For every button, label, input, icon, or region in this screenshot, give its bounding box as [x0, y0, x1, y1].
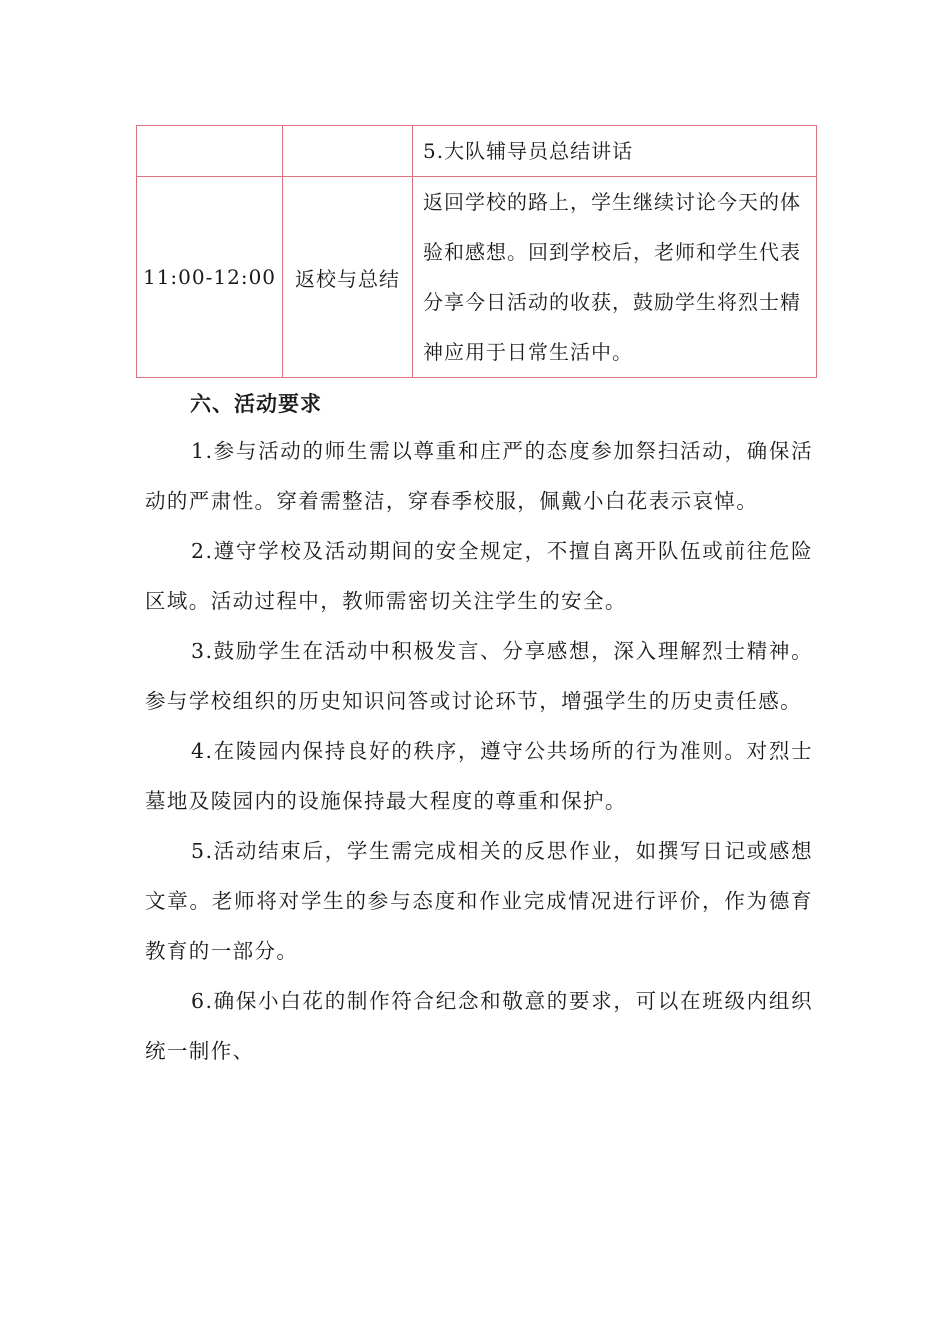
table-row	[137, 177, 817, 378]
stage-cell	[283, 126, 413, 177]
time-cell	[137, 126, 283, 177]
requirements-list	[145, 426, 813, 1076]
requirement-item: 2.遵守学校及活动期间的安全规定，不擅自离开队伍或前往危险区域。活动过程中，教师需密切关注学生的安全。	[145, 539, 813, 613]
stage-cell: 返校与总结	[283, 177, 413, 378]
requirement-item: 6.确保小白花的制作符合纪念和敬意的要求，可以在班级内组织统一制作、	[145, 989, 813, 1063]
schedule-table	[136, 125, 817, 378]
table-row	[137, 126, 817, 177]
requirement-item: 4.在陵园内保持良好的秩序，遵守公共场所的行为准则。对烈士墓地及陵园内的设施保持最大程度的尊重和保护。	[145, 739, 813, 813]
content-cell: 返回学校的路上，学生继续讨论今天的体验和感想。回到学校后，老师和学生代表分享今日活动的收获，鼓励学生将烈士精神应用于日常生活中。	[413, 177, 817, 378]
time-cell: 11:00-12:00	[137, 177, 283, 378]
requirement-item: 1.参与活动的师生需以尊重和庄严的态度参加祭扫活动，确保活动的严肃性。穿着需整洁，穿春季校服，佩戴小白花表示哀悼。	[145, 439, 813, 513]
content-cell: 5.大队辅导员总结讲话	[413, 126, 817, 177]
requirement-item: 5.活动结束后，学生需完成相关的反思作业，如撰写日记或感想文章。老师将对学生的参与态度和作业完成情况进行评价，作为德育教育的一部分。	[145, 839, 813, 963]
requirement-item: 3.鼓励学生在活动中积极发言、分享感想，深入理解烈士精神。参与学校组织的历史知识问答或讨论环节，增强学生的历史责任感。	[145, 639, 813, 713]
section-heading: 六、活动要求	[190, 392, 322, 416]
